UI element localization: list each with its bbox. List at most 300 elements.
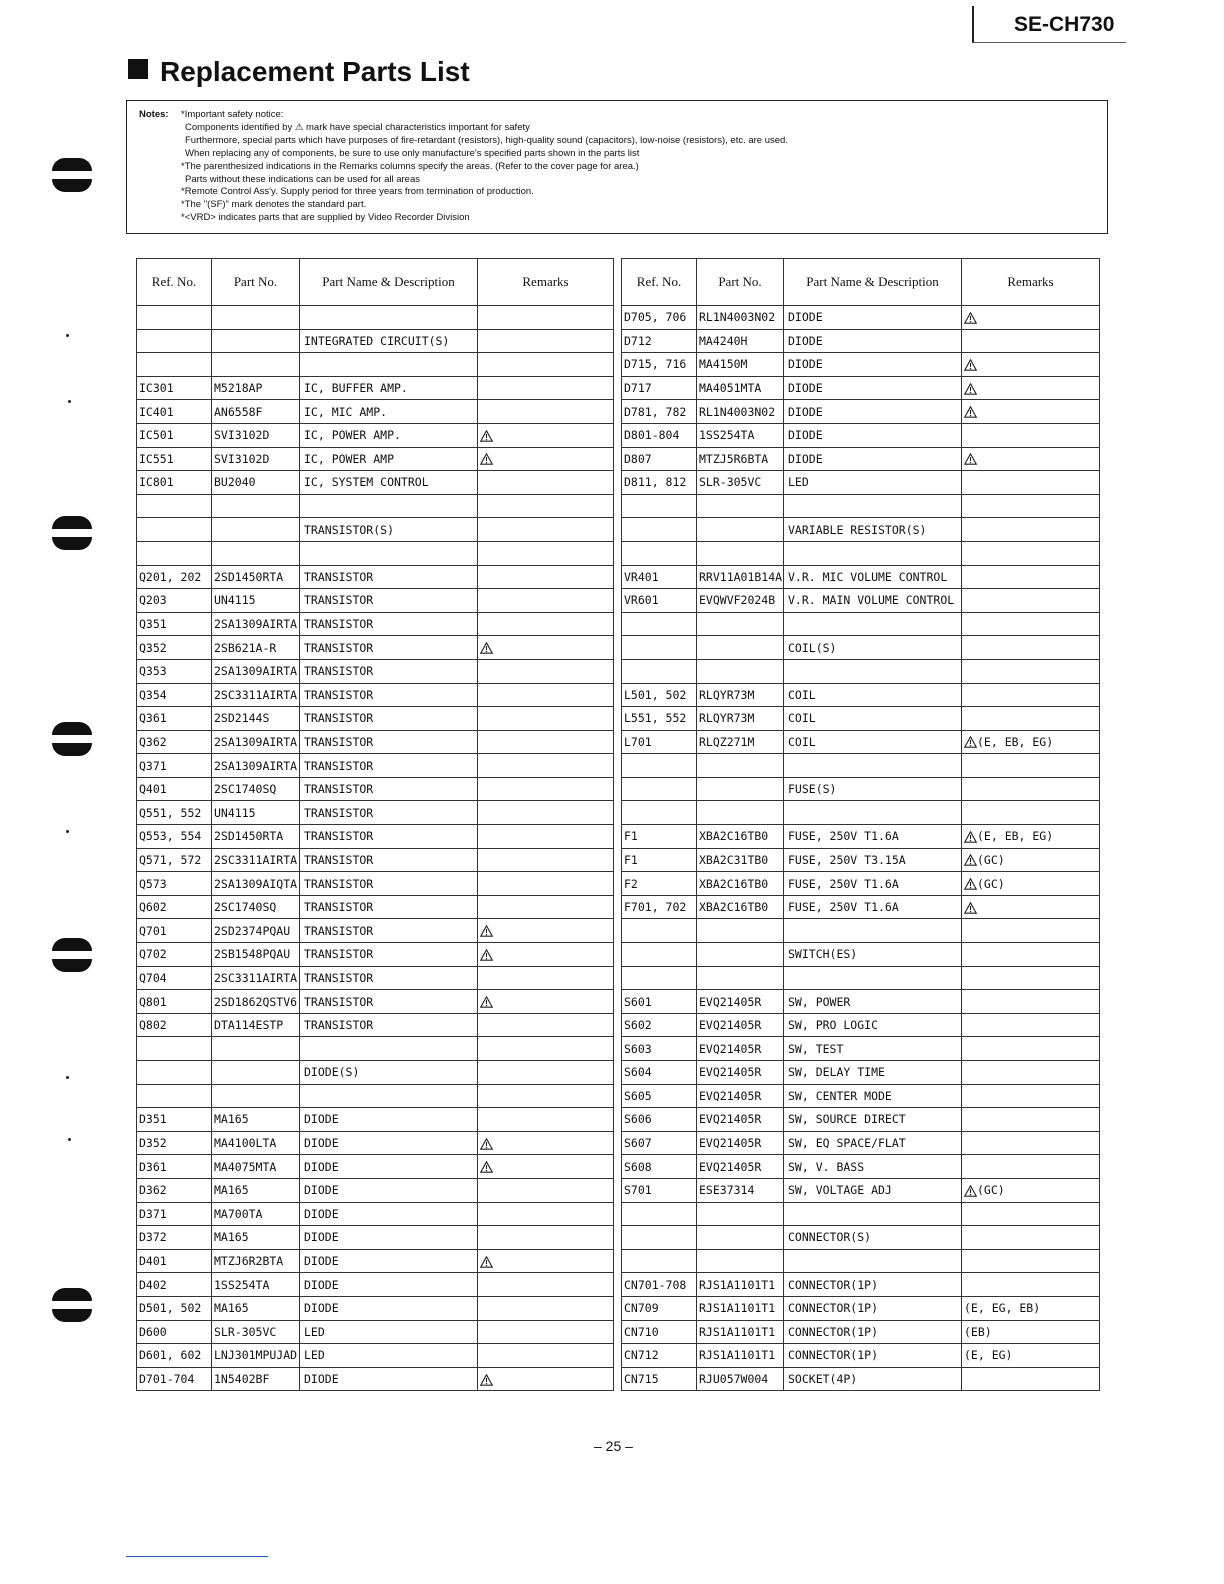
cell-remarks — [962, 1178, 1100, 1202]
table-row — [622, 943, 1100, 967]
table-row — [622, 471, 1100, 495]
cell-remarks — [478, 990, 614, 1014]
cell-desc: TRANSISTOR — [300, 707, 478, 731]
cell-ref: Q203 — [137, 589, 212, 613]
cell-desc: CONNECTOR(1P) — [784, 1296, 962, 1320]
table-row — [137, 848, 614, 872]
cell-part: 1N5402BF — [212, 1367, 300, 1391]
safety-warning-icon — [480, 1161, 493, 1173]
cell-ref: S605 — [622, 1084, 697, 1108]
cell-ref: Q551, 552 — [137, 801, 212, 825]
cell-desc: CONNECTOR(1P) — [784, 1320, 962, 1344]
cell-remarks — [962, 683, 1100, 707]
cell-desc: TRANSISTOR — [300, 801, 478, 825]
table-row — [137, 1061, 614, 1085]
cell-part: RJS1A1101T1 — [697, 1296, 784, 1320]
cell-part: SLR-305VC — [212, 1320, 300, 1344]
cell-ref: D600 — [137, 1320, 212, 1344]
cell-remarks — [962, 541, 1100, 565]
cell-desc: IC, MIC AMP. — [300, 400, 478, 424]
cell-ref — [137, 329, 212, 353]
cell-desc: TRANSISTOR — [300, 966, 478, 990]
table-row — [137, 1131, 614, 1155]
safety-warning-icon — [964, 854, 977, 866]
cell-ref: Q801 — [137, 990, 212, 1014]
cell-ref: D712 — [622, 329, 697, 353]
cell-remarks — [962, 612, 1100, 636]
cell-desc: DIODE — [300, 1226, 478, 1250]
cell-desc: CONNECTOR(S) — [784, 1226, 962, 1250]
cell-desc — [784, 919, 962, 943]
cell-remarks — [478, 1108, 614, 1132]
cell-desc — [784, 1249, 962, 1273]
cell-remarks — [478, 1013, 614, 1037]
cell-desc: SW, VOLTAGE ADJ — [784, 1178, 962, 1202]
safety-warning-icon — [480, 430, 493, 442]
binder-hole-icon — [52, 516, 92, 550]
cell-desc: SW, SOURCE DIRECT — [784, 1108, 962, 1132]
table-row — [137, 1226, 614, 1250]
cell-remarks — [478, 683, 614, 707]
cell-ref: D352 — [137, 1131, 212, 1155]
cell-desc: FUSE(S) — [784, 777, 962, 801]
table-row — [622, 1296, 1100, 1320]
cell-remarks — [962, 1155, 1100, 1179]
cell-remarks — [478, 1131, 614, 1155]
cell-desc: IC, POWER AMP — [300, 447, 478, 471]
safety-warning-icon — [480, 949, 493, 961]
scan-dot — [66, 1076, 69, 1079]
cell-remarks — [478, 306, 614, 330]
safety-warning-icon — [480, 996, 493, 1008]
cell-desc: DIODE(S) — [300, 1061, 478, 1085]
cell-remarks — [962, 447, 1100, 471]
cell-desc: COIL(S) — [784, 636, 962, 660]
cell-ref: D601, 602 — [137, 1344, 212, 1368]
notes-line: *Important safety notice: — [181, 109, 284, 120]
cell-remarks — [478, 754, 614, 778]
cell-part: MTZJ5R6BTA — [697, 447, 784, 471]
page-title — [128, 56, 470, 88]
bullet-square-icon — [128, 59, 148, 79]
cell-desc: DIODE — [300, 1249, 478, 1273]
table-row — [622, 447, 1100, 471]
notes-label: Notes: — [139, 109, 169, 120]
cell-desc — [300, 306, 478, 330]
cell-ref: F2 — [622, 872, 697, 896]
cell-desc: TRANSISTOR — [300, 754, 478, 778]
cell-part — [212, 353, 300, 377]
table-row — [622, 1131, 1100, 1155]
cell-remarks — [962, 1296, 1100, 1320]
footer-line — [126, 1556, 268, 1557]
cell-remarks — [962, 376, 1100, 400]
cell-part: AN6558F — [212, 400, 300, 424]
cell-ref: L551, 552 — [622, 707, 697, 731]
cell-ref: D351 — [137, 1108, 212, 1132]
cell-remarks — [478, 636, 614, 660]
col-header-part: Part No. — [697, 259, 784, 306]
cell-ref: CN715 — [622, 1367, 697, 1391]
cell-remarks — [478, 541, 614, 565]
cell-remarks — [962, 659, 1100, 683]
safety-warning-icon — [964, 831, 977, 843]
cell-ref: Q354 — [137, 683, 212, 707]
cell-remarks — [478, 966, 614, 990]
table-row — [622, 919, 1100, 943]
notes-lines — [181, 109, 1091, 225]
cell-ref: Q351 — [137, 612, 212, 636]
table-row — [137, 872, 614, 896]
table-row — [137, 1320, 614, 1344]
col-header-desc: Part Name & Description — [784, 259, 962, 306]
cell-remarks — [962, 1037, 1100, 1061]
table-row — [137, 565, 614, 589]
cell-desc: DIODE — [784, 353, 962, 377]
safety-warning-icon — [480, 453, 493, 465]
table-row — [622, 1013, 1100, 1037]
notes-line: *<VRD> indicates parts that are supplied by Video Recorder Division — [181, 212, 470, 224]
cell-desc: DIODE — [784, 306, 962, 330]
table-row — [137, 730, 614, 754]
cell-part: MA4150M — [697, 353, 784, 377]
cell-ref: D402 — [137, 1273, 212, 1297]
cell-desc: TRANSISTOR — [300, 990, 478, 1014]
cell-desc: DIODE — [784, 447, 962, 471]
cell-remarks — [478, 919, 614, 943]
cell-ref: CN701-708 — [622, 1273, 697, 1297]
notes-line: Parts without these indications can be used for all areas — [185, 173, 420, 185]
safety-warning-icon — [480, 1138, 493, 1150]
cell-ref — [137, 1061, 212, 1085]
cell-part: 2SC3311AIRTA — [212, 966, 300, 990]
parts-table-left-body — [137, 306, 614, 1391]
cell-remarks — [962, 1273, 1100, 1297]
remarks-text: (EB) — [964, 1324, 992, 1339]
cell-ref: Q361 — [137, 707, 212, 731]
cell-ref: Q573 — [137, 872, 212, 896]
cell-part: 2SC1740SQ — [212, 895, 300, 919]
cell-remarks — [478, 659, 614, 683]
cell-part: SVI3102D — [212, 447, 300, 471]
cell-ref: S604 — [622, 1061, 697, 1085]
table-row — [622, 353, 1100, 377]
cell-part: 2SD1450RTA — [212, 825, 300, 849]
cell-part: RJS1A1101T1 — [697, 1320, 784, 1344]
cell-part — [212, 518, 300, 542]
cell-ref: Q201, 202 — [137, 565, 212, 589]
cell-remarks — [478, 565, 614, 589]
cell-part: EVQ21405R — [697, 1131, 784, 1155]
table-row — [137, 801, 614, 825]
cell-desc: TRANSISTOR — [300, 589, 478, 613]
cell-part — [212, 1084, 300, 1108]
cell-desc: TRANSISTOR — [300, 919, 478, 943]
cell-desc: TRANSISTOR — [300, 848, 478, 872]
safety-warning-icon — [964, 359, 977, 371]
cell-part: MA165 — [212, 1226, 300, 1250]
cell-ref — [622, 801, 697, 825]
cell-remarks — [478, 471, 614, 495]
cell-remarks — [478, 1344, 614, 1368]
cell-remarks — [478, 447, 614, 471]
table-row — [622, 306, 1100, 330]
table-row — [137, 825, 614, 849]
cell-ref: S608 — [622, 1155, 697, 1179]
cell-remarks — [478, 777, 614, 801]
cell-ref: D401 — [137, 1249, 212, 1273]
cell-desc: FUSE, 250V T1.6A — [784, 825, 962, 849]
cell-ref — [622, 966, 697, 990]
cell-ref — [137, 1084, 212, 1108]
cell-ref — [622, 518, 697, 542]
cell-part: BU2040 — [212, 471, 300, 495]
table-row — [137, 777, 614, 801]
table-row — [622, 612, 1100, 636]
cell-remarks — [962, 1249, 1100, 1273]
cell-remarks — [962, 1013, 1100, 1037]
cell-part: RLQYR73M — [697, 683, 784, 707]
table-row — [622, 1061, 1100, 1085]
remarks-text: (E, EG, EB) — [964, 1301, 1041, 1316]
cell-part: MTZJ6R2BTA — [212, 1249, 300, 1273]
cell-part: LNJ301MPUJAD — [212, 1344, 300, 1368]
table-row — [137, 1013, 614, 1037]
cell-ref: S606 — [622, 1108, 697, 1132]
cell-ref: Q353 — [137, 659, 212, 683]
safety-warning-icon — [964, 736, 977, 748]
cell-desc — [300, 1084, 478, 1108]
table-header-row — [137, 259, 614, 306]
cell-part — [697, 541, 784, 565]
table-row — [622, 565, 1100, 589]
table-row — [622, 494, 1100, 518]
cell-ref: D362 — [137, 1178, 212, 1202]
table-row — [137, 919, 614, 943]
table-row — [622, 754, 1100, 778]
cell-part — [697, 1202, 784, 1226]
cell-remarks — [478, 707, 614, 731]
cell-ref: VR601 — [622, 589, 697, 613]
cell-part: RRV11A01B14A — [697, 565, 784, 589]
cell-part: UN4115 — [212, 801, 300, 825]
cell-desc: INTEGRATED CIRCUIT(S) — [300, 329, 478, 353]
cell-part: M5218AP — [212, 376, 300, 400]
cell-ref — [622, 1249, 697, 1273]
cell-remarks — [962, 848, 1100, 872]
table-row — [137, 400, 614, 424]
cell-ref: D705, 706 — [622, 306, 697, 330]
table-row — [137, 518, 614, 542]
table-row — [622, 1037, 1100, 1061]
cell-part: 2SD2374PQAU — [212, 919, 300, 943]
cell-desc: LED — [300, 1344, 478, 1368]
cell-part: EVQ21405R — [697, 1013, 784, 1037]
cell-ref — [622, 777, 697, 801]
cell-remarks — [478, 1178, 614, 1202]
cell-part: UN4115 — [212, 589, 300, 613]
cell-ref: CN709 — [622, 1296, 697, 1320]
cell-ref — [622, 919, 697, 943]
cell-part — [212, 494, 300, 518]
notes-line: When replacing any of components, be sure to use only manufacture's specified parts shown in the parts list — [185, 147, 640, 159]
notes-box — [126, 100, 1108, 234]
col-header-ref: Ref. No. — [137, 259, 212, 306]
cell-part — [697, 518, 784, 542]
cell-part: RLQYR73M — [697, 707, 784, 731]
cell-remarks — [962, 872, 1100, 896]
table-row — [622, 400, 1100, 424]
cell-part: RJS1A1101T1 — [697, 1273, 784, 1297]
cell-remarks — [962, 636, 1100, 660]
cell-ref: Q362 — [137, 730, 212, 754]
notes-line: *The parenthesized indications in the Remarks columns specify the areas. (Refer to the cover page for area.) — [181, 160, 639, 172]
table-row — [622, 589, 1100, 613]
table-row — [622, 541, 1100, 565]
col-header-remarks: Remarks — [962, 259, 1100, 306]
cell-ref: D701-704 — [137, 1367, 212, 1391]
cell-remarks — [478, 1296, 614, 1320]
cell-part: 2SA1309AIQTA — [212, 872, 300, 896]
table-row — [622, 1249, 1100, 1273]
cell-desc: SOCKET(4P) — [784, 1367, 962, 1391]
cell-desc — [784, 659, 962, 683]
cell-ref: Q553, 554 — [137, 825, 212, 849]
cell-remarks — [962, 1320, 1100, 1344]
table-row — [622, 730, 1100, 754]
cell-desc: TRANSISTOR — [300, 659, 478, 683]
cell-desc — [784, 612, 962, 636]
cell-remarks — [962, 1202, 1100, 1226]
cell-remarks — [962, 777, 1100, 801]
notes-line: Components identified by ⚠ mark have special characteristics important for safety — [185, 121, 530, 133]
binder-hole-icon — [52, 722, 92, 756]
cell-part: MA165 — [212, 1108, 300, 1132]
table-row — [622, 777, 1100, 801]
cell-remarks — [478, 1084, 614, 1108]
cell-remarks — [478, 872, 614, 896]
col-header-desc: Part Name & Description — [300, 259, 478, 306]
cell-part: RL1N4003N02 — [697, 306, 784, 330]
cell-desc: DIODE — [300, 1131, 478, 1155]
table-row — [622, 1226, 1100, 1250]
table-row — [622, 636, 1100, 660]
col-header-part: Part No. — [212, 259, 300, 306]
cell-ref: S603 — [622, 1037, 697, 1061]
cell-part — [212, 329, 300, 353]
cell-part — [697, 636, 784, 660]
safety-warning-icon — [480, 642, 493, 654]
scan-dot — [66, 334, 69, 337]
cell-desc: COIL — [784, 707, 962, 731]
cell-ref: Q702 — [137, 943, 212, 967]
table-row — [622, 801, 1100, 825]
cell-desc: TRANSISTOR — [300, 1013, 478, 1037]
remarks-text: (E, EB, EG) — [977, 829, 1054, 844]
cell-part: XBA2C16TB0 — [697, 895, 784, 919]
cell-part: 2SD1450RTA — [212, 565, 300, 589]
cell-desc: FUSE, 250V T1.6A — [784, 872, 962, 896]
cell-part: RJU057W004 — [697, 1367, 784, 1391]
cell-remarks — [478, 895, 614, 919]
cell-remarks — [962, 1061, 1100, 1085]
cell-part — [697, 612, 784, 636]
cell-ref: D371 — [137, 1202, 212, 1226]
cell-desc: TRANSISTOR(S) — [300, 518, 478, 542]
cell-desc: SW, POWER — [784, 990, 962, 1014]
cell-desc: DIODE — [784, 329, 962, 353]
cell-part — [697, 966, 784, 990]
table-row — [622, 1367, 1100, 1391]
cell-part — [697, 1226, 784, 1250]
cell-ref: CN710 — [622, 1320, 697, 1344]
cell-part: 2SC3311AIRTA — [212, 848, 300, 872]
table-row — [137, 447, 614, 471]
remarks-text: (E, EG) — [964, 1348, 1013, 1363]
cell-desc — [784, 541, 962, 565]
cell-part: 2SD2144S — [212, 707, 300, 731]
cell-part — [697, 754, 784, 778]
cell-ref: Q602 — [137, 895, 212, 919]
cell-remarks — [962, 754, 1100, 778]
cell-part — [697, 659, 784, 683]
cell-remarks — [962, 1367, 1100, 1391]
cell-remarks — [478, 589, 614, 613]
table-row — [137, 329, 614, 353]
cell-remarks — [962, 565, 1100, 589]
table-row — [622, 1202, 1100, 1226]
cell-ref: VR401 — [622, 565, 697, 589]
cell-remarks — [478, 1320, 614, 1344]
table-row — [137, 1367, 614, 1391]
cell-remarks — [478, 1202, 614, 1226]
cell-desc — [784, 494, 962, 518]
cell-remarks — [478, 730, 614, 754]
table-row — [137, 990, 614, 1014]
safety-warning-icon — [964, 1185, 977, 1197]
cell-ref: IC501 — [137, 423, 212, 447]
cell-remarks — [962, 895, 1100, 919]
table-row — [137, 1249, 614, 1273]
table-row — [622, 1155, 1100, 1179]
cell-remarks — [962, 329, 1100, 353]
cell-desc: TRANSISTOR — [300, 825, 478, 849]
table-row — [137, 471, 614, 495]
cell-part: 2SC3311AIRTA — [212, 683, 300, 707]
cell-ref: D361 — [137, 1155, 212, 1179]
table-row — [137, 376, 614, 400]
cell-desc — [784, 801, 962, 825]
safety-warning-icon — [964, 902, 977, 914]
cell-desc: DIODE — [784, 423, 962, 447]
cell-ref: D807 — [622, 447, 697, 471]
cell-part: 1SS254TA — [212, 1273, 300, 1297]
cell-ref: Q802 — [137, 1013, 212, 1037]
cell-ref: S701 — [622, 1178, 697, 1202]
cell-desc: SW, EQ SPACE/FLAT — [784, 1131, 962, 1155]
table-row — [622, 376, 1100, 400]
cell-part: XBA2C31TB0 — [697, 848, 784, 872]
table-row — [137, 353, 614, 377]
cell-part — [697, 943, 784, 967]
cell-desc: DIODE — [300, 1155, 478, 1179]
table-row — [622, 1344, 1100, 1368]
cell-part: RJS1A1101T1 — [697, 1344, 784, 1368]
table-row — [622, 1084, 1100, 1108]
cell-ref: Q571, 572 — [137, 848, 212, 872]
cell-desc: TRANSISTOR — [300, 565, 478, 589]
cell-ref — [137, 541, 212, 565]
